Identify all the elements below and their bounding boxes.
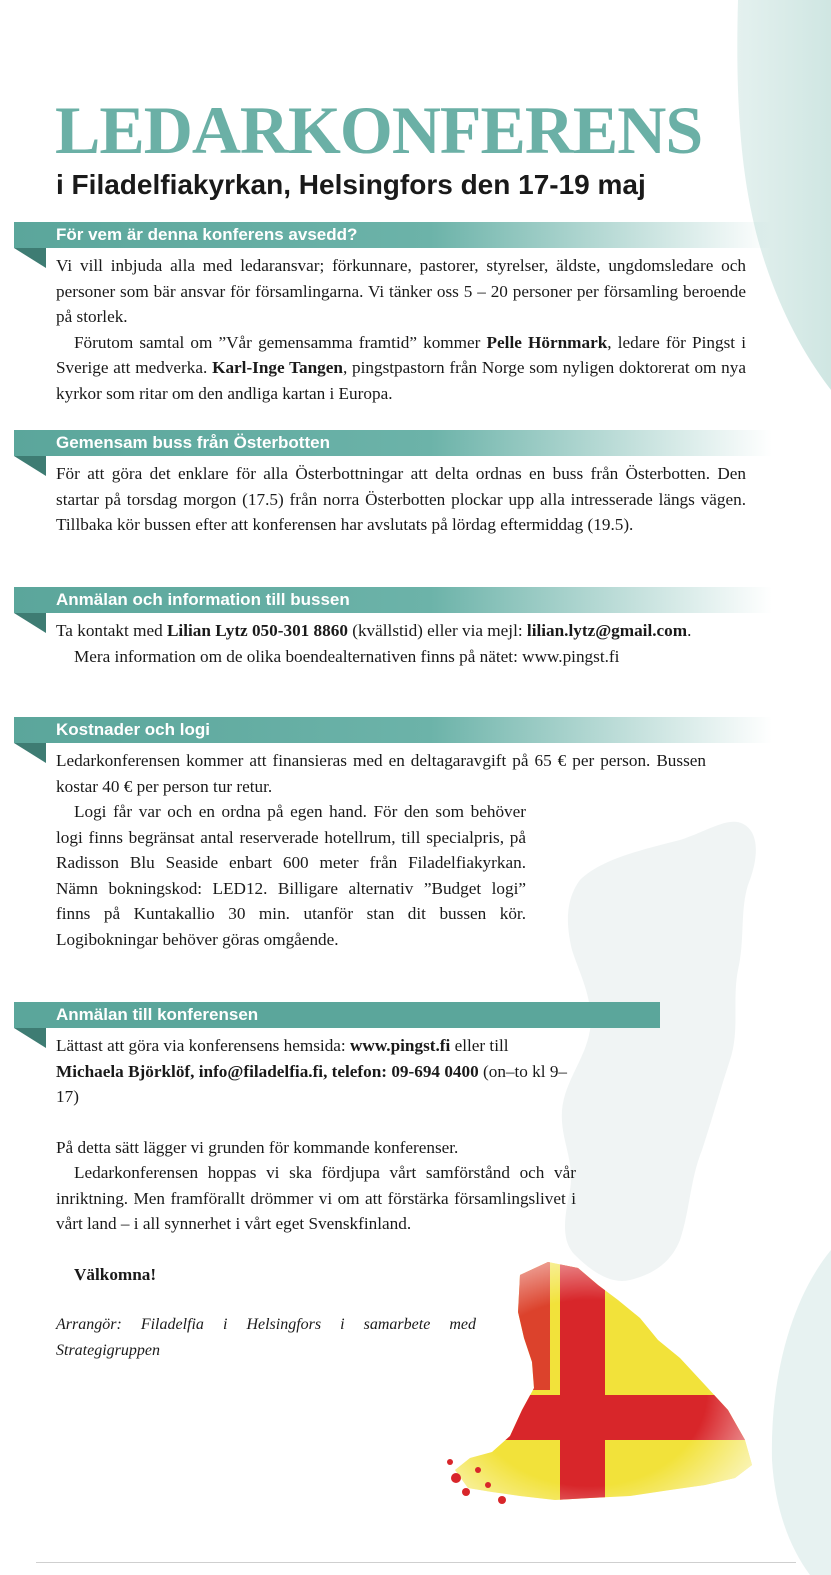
divider xyxy=(36,1562,796,1563)
spacer xyxy=(56,1287,576,1312)
paragraph xyxy=(56,1033,576,1110)
paragraph: För att göra det enklare för alla Österbottningar att delta ordnas en buss från Österbotten. Den startar på torsdag morgon (17.5) från norra Österbotten plockar upp alla intresserade längs vägen. Tillbaka kör bussen efter att konferensen har avslutats på lördag eftermiddag (19.5). xyxy=(56,464,746,534)
text: Förutom samtal om ”Vår gemensamma framtid” kommer xyxy=(74,332,487,352)
section-heading: Anmälan till konferensen xyxy=(14,1002,660,1028)
text: Lättast att göra via konferensens hemsida: xyxy=(56,1036,351,1055)
section-body xyxy=(14,743,706,952)
section-conference-registration xyxy=(14,1002,660,1363)
paragraph: Logi får var och en ordna på egen hand. För den som behöver logi finns begränsat antal reserverade hotellrum, till specialpris, på Radisson Blu Seaside enbart 600 meter från Filadelfiakyrkan. Nämn bokningskod: LED12. Billigare alternativ ”Budget logi” finns på Kuntakallio 30 min. utanför stan dit bussen kör. Logibokningar behöver göras omgående. xyxy=(56,802,526,949)
welcome-text: Välkomna! xyxy=(74,1264,157,1284)
website-link: www.pingst.fi xyxy=(350,1036,451,1055)
section-body xyxy=(14,1028,576,1363)
organizer-text: Arrangör: Filadelfia i Helsingfors i samarbete med Strategigruppen xyxy=(56,1316,476,1359)
heading-fold xyxy=(14,743,46,763)
section-heading: För vem är denna konferens avsedd? xyxy=(14,222,772,248)
page-title: LEDARKONFERENS xyxy=(55,92,703,168)
contact-details: Michaela Björklöf, info@filadelfia.fi, telefon: 09-694 0400 xyxy=(56,1061,479,1081)
text: , ledare för Pingst i Sverige att medverka. xyxy=(56,332,746,377)
section-body xyxy=(14,248,746,406)
section-heading: Kostnader och logi xyxy=(14,717,772,743)
section-audience xyxy=(14,222,772,406)
section-costs xyxy=(14,717,772,952)
section-body xyxy=(14,613,746,669)
text: . xyxy=(687,621,692,640)
paragraph: På detta sätt lägger vi grunden för kommande konferenser. xyxy=(56,1137,459,1157)
paragraph xyxy=(56,618,746,644)
heading-fold xyxy=(14,456,46,476)
spacer xyxy=(56,1110,576,1135)
text: (kvällstid) eller via mejl: xyxy=(347,621,527,640)
text: (on–to kl 9–17) xyxy=(56,1061,568,1106)
spacer xyxy=(56,1237,576,1262)
paragraph: Ledarkonferensen kommer att finansieras med en deltagaravgift på 65 € per person. Bussen kostar 40 € per person tur retur. xyxy=(56,751,706,796)
section-bus xyxy=(14,430,772,538)
speaker-name: Pelle Hörnmark xyxy=(486,332,608,352)
text: , pingstpastorn från Norge som nyligen doktorerat om nya kyrkor som ritar om den andliga kartan i Europa. xyxy=(56,358,746,403)
paragraph: Mera information om de olika boendealternativen finns på nätet: www.pingst.fi xyxy=(74,646,620,666)
section-bus-registration xyxy=(14,587,772,669)
heading-fold xyxy=(14,613,46,633)
page-subtitle: i Filadelfiakyrkan, Helsingfors den 17-19 maj xyxy=(56,169,646,200)
text: Ta kontakt med xyxy=(56,621,167,640)
paragraph xyxy=(56,330,746,407)
paragraph: Ledarkonferensen hoppas vi ska fördjupa vårt samförstånd och vår inriktning. Men framförallt drömmer vi om att förstärka församlingslivet i vårt land – i all synnerhet i vårt eget Svenskfinland. xyxy=(56,1163,576,1233)
heading-fold xyxy=(14,1028,46,1048)
paragraph: Vi vill inbjuda alla med ledaransvar; förkunnare, pastorer, styrelser, äldste, ungdomsledare och personer som bär ansvar för församlingarna. Vi tänker oss 5 – 20 personer per församling beroende på storlek. xyxy=(56,256,746,326)
contact-name-phone: Lilian Lytz 050-301 8860 xyxy=(166,621,348,640)
speaker-name: Karl-Inge Tangen xyxy=(212,358,343,377)
text: eller till xyxy=(450,1036,509,1055)
section-body xyxy=(14,456,746,538)
heading-fold xyxy=(14,248,46,268)
contact-email: lilian.lytz@gmail.com xyxy=(526,621,688,640)
section-heading: Gemensam buss från Österbotten xyxy=(14,430,772,456)
section-heading: Anmälan och information till bussen xyxy=(14,587,772,613)
